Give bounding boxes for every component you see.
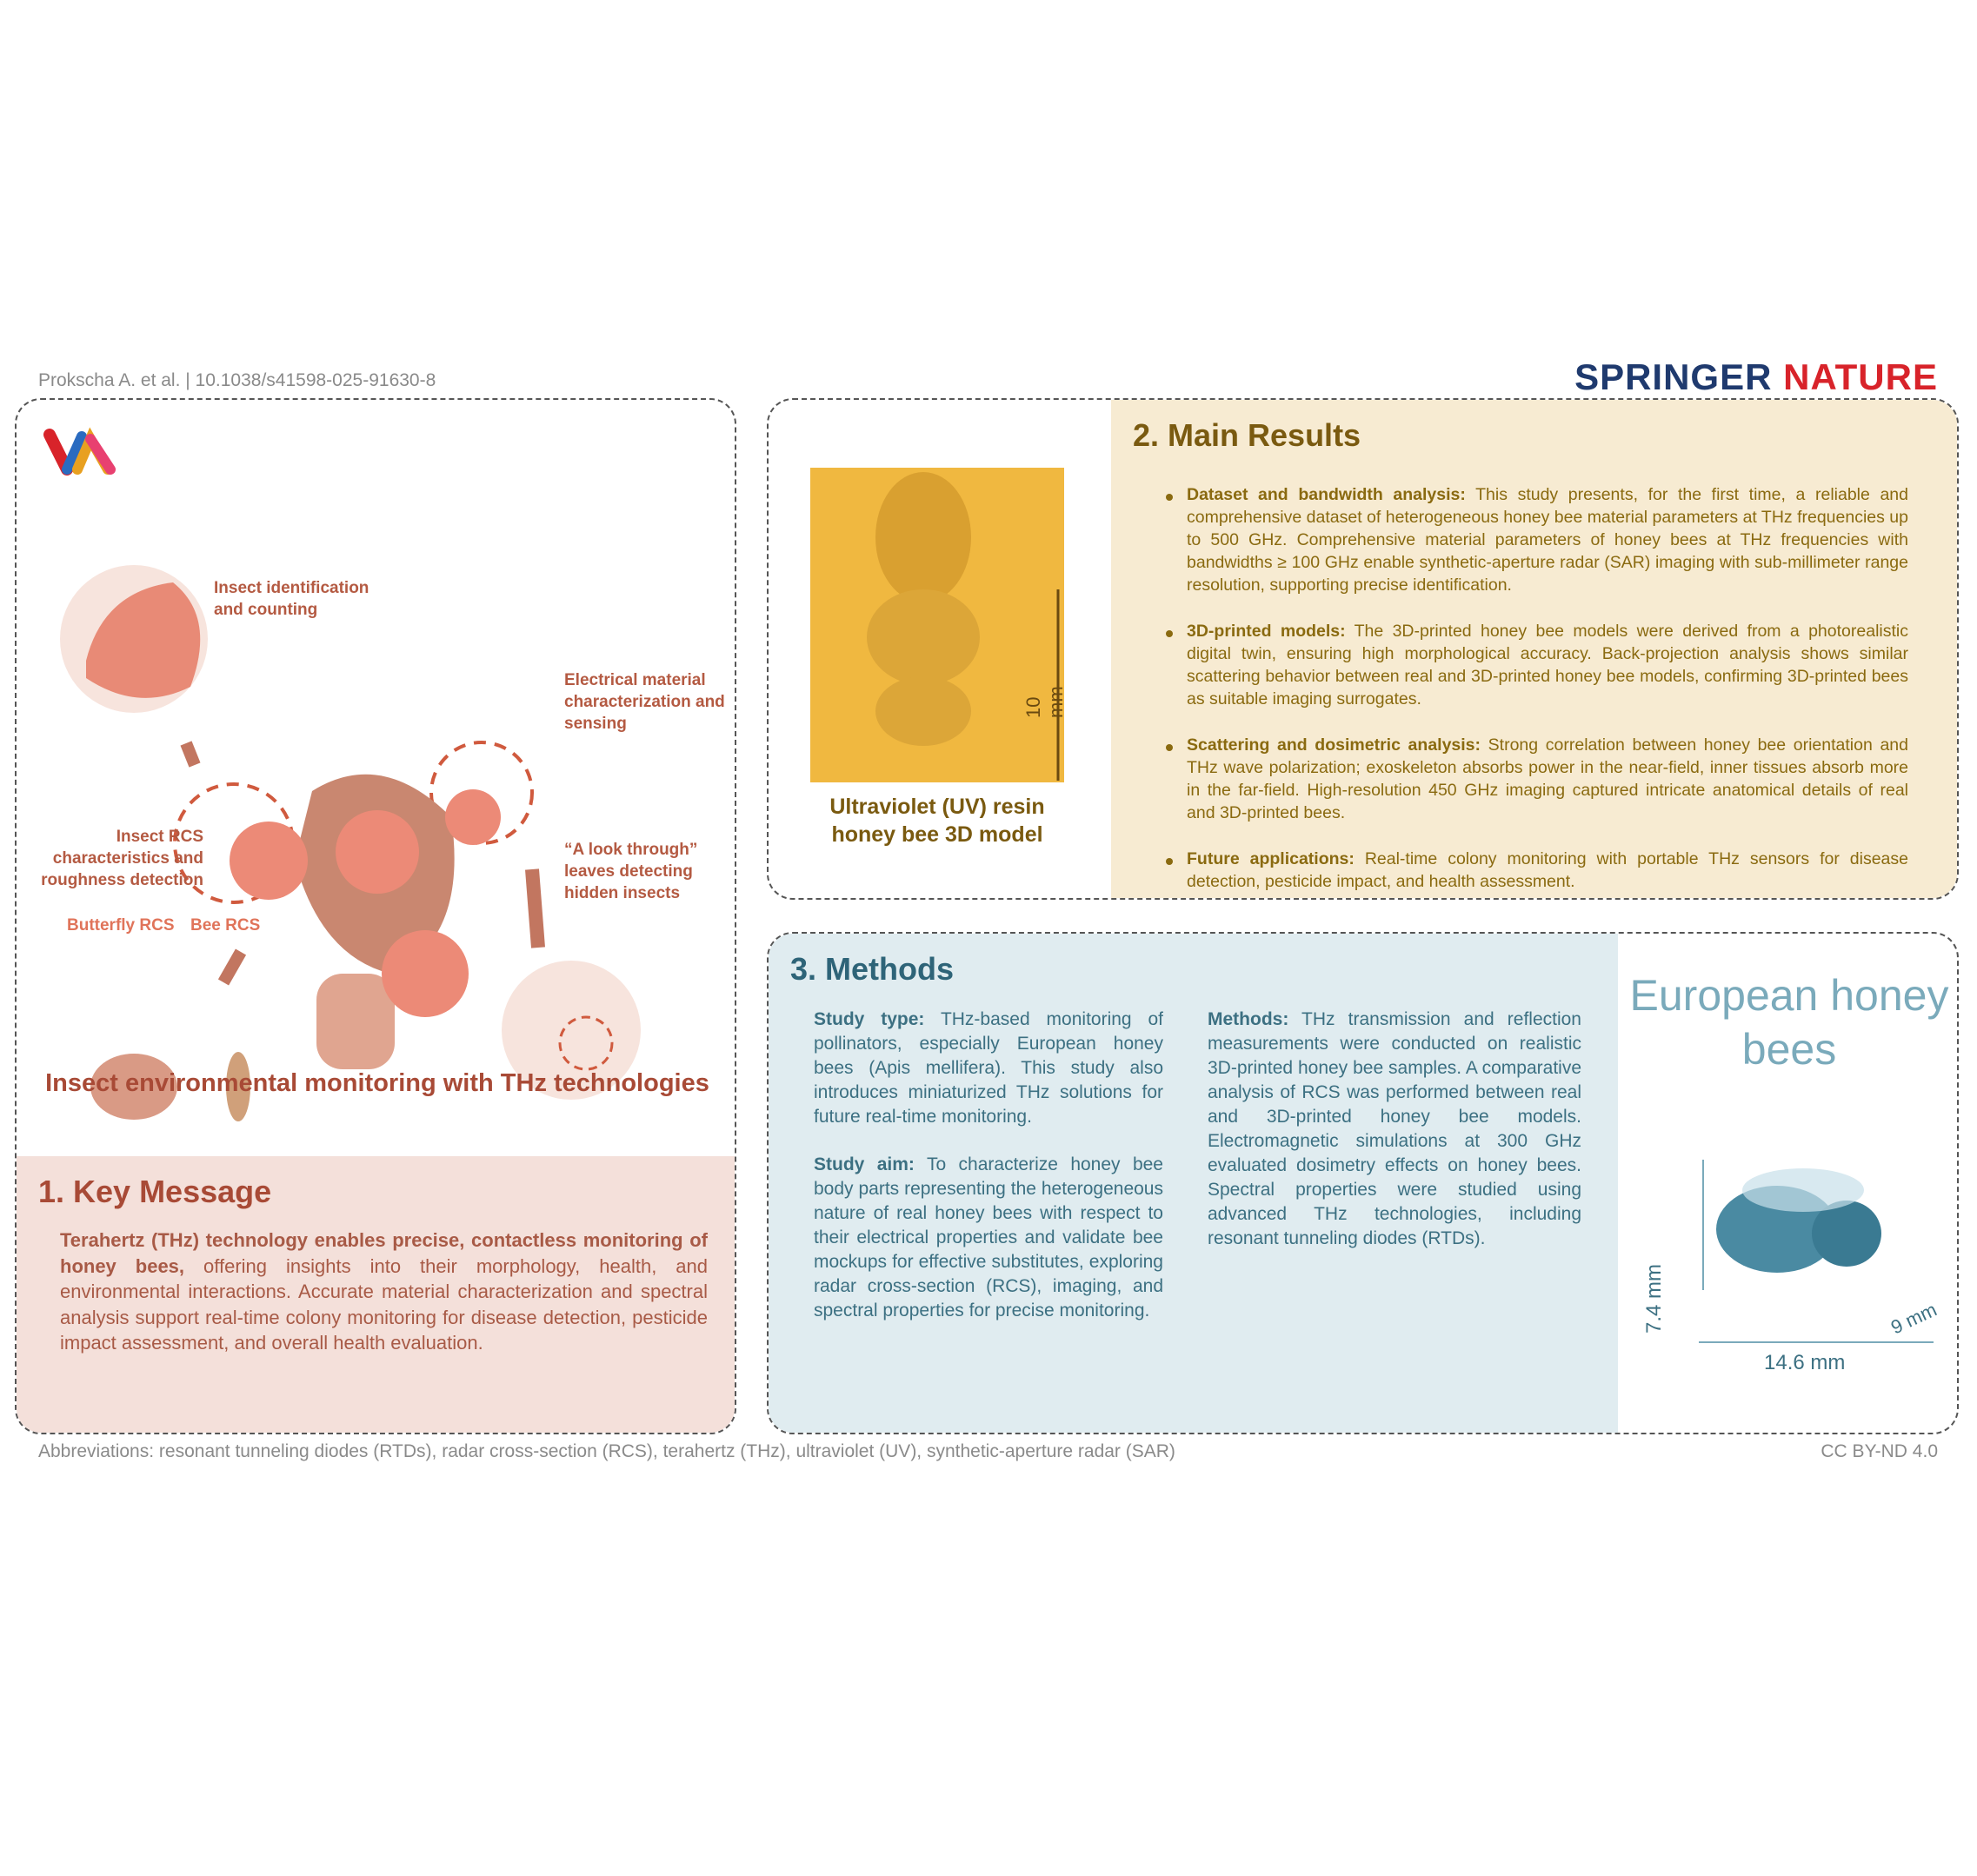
methods-panel	[767, 932, 1959, 1434]
label-butterfly-rcs: Butterfly RCS	[67, 916, 175, 935]
logo-springer: SPRINGER	[1574, 356, 1773, 397]
dim-depth: 9 mm	[1887, 1298, 1940, 1339]
figure-panel	[15, 398, 736, 1434]
key-message-bold: Terahertz (THz) technology enables precise, contactless monitoring of honey bees,	[60, 1229, 708, 1277]
result-item: Future applications: Real-time colony monitoring with portable THz sensors for disease detection, pesticide impact, and health assessment.	[1187, 849, 1908, 891]
main-results-panel	[767, 398, 1959, 900]
key-message-text	[38, 1227, 708, 1356]
methods-section	[769, 934, 1618, 1434]
methods-col-left	[814, 1008, 1163, 1347]
bee-model-icon	[810, 468, 1064, 782]
dim-width: 14.6 mm	[1764, 1351, 1846, 1374]
dim-height: 7.4 mm	[1642, 1263, 1666, 1334]
result-item: Scattering and dosimetric analysis: Strong correlation between honey bee orientation and THz wave polarization; exoskeleton absorbs power in the near-field, inner tissues absorb more in the far-field. High-resolution 450 GHz imaging captured intricate anatomical details of real and 3D-printed bees.	[1187, 735, 1908, 822]
study-aim: Study aim: To characterize honey bee body parts representing the heterogeneous nature of real honey bees with respect to their electrical properties and validate bee mockups for effective substitutes, exploring radar cross-section (RCS), imaging, and spectral properties for precise monitoring.	[814, 1154, 1163, 1321]
license: CC BY-ND 4.0	[1821, 1441, 1938, 1461]
image-caption: Ultraviolet (UV) resin honey bee 3D model	[829, 795, 1045, 847]
key-message-section	[17, 1156, 736, 1434]
citation: Prokscha A. et al. | 10.1038/s41598-025-91630-8	[38, 370, 436, 390]
results-section	[1111, 400, 1959, 900]
results-list	[1133, 483, 1908, 893]
abbreviations: Abbreviations: resonant tunneling diodes (RTDs), radar cross-section (RCS), terahertz (THz), ultraviolet (UV), synthetic-aperture radar (SAR)	[38, 1441, 1175, 1461]
methods-title: 3. Methods	[790, 951, 955, 987]
logo-nature: NATURE	[1783, 356, 1938, 397]
scale-label: 10 mm	[1022, 686, 1067, 718]
key-message-title: 1. Key Message	[38, 1174, 272, 1209]
label-identification: Insect identification and counting	[214, 579, 369, 619]
results-title: 2. Main Results	[1133, 417, 1361, 453]
label-look-through: “A look through” leaves detecting hidden insects	[564, 841, 698, 902]
bee-title: European honey bees	[1629, 971, 1949, 1074]
result-item: Dataset and bandwidth analysis: This study presents, for the first time, a reliable and comprehensive dataset of heterogeneous honey bee material parameters at THz frequencies up to 500 GHz. Comprehensive material parameters of honey bees at THz frequencies with bandwidths ≥ 100 GHz enable synthetic-aperture radar (SAR) imaging with sub-millimeter range resolution, supporting precise identification.	[1187, 485, 1908, 595]
label-bee-rcs: Bee RCS	[190, 916, 261, 935]
uv-bee-model-image	[810, 468, 1067, 782]
key-message-body: offering insights into their morphology, health, and environmental interactions. Accurate material characterization and spectral analysis support real-time colony monitoring for disease detection, pesticide impact assessment, and overall health evaluation.	[60, 1254, 709, 1354]
springer-nature-logo	[1574, 356, 1938, 398]
methods-col-right	[1208, 1008, 1581, 1274]
result-item: 3D-printed models: The 3D-printed honey bee models were derived from a photorealistic digital twin, ensuring high morphological accuracy. Back-projection analysis shows similar scattering behavior between real and 3D-printed honey bee models, confirming 3D-printed bees as suitable imaging surrogates.	[1187, 622, 1908, 708]
journal-logo-icon	[43, 426, 130, 478]
methods-text: Methods: THz transmission and reflection measurements were conducted on realistic 3D-printed honey bee samples. A comparative analysis of RCS was performed between real and 3D-printed honey bee models. Electromagnetic simulations at 300 GHz evaluated dosimetry effects on honey bees. Spectral properties were studied using advanced THz technologies, including resonant tunneling diodes (RTDs).	[1208, 1009, 1581, 1248]
label-electrical: Electrical material characterization and sensing	[564, 671, 725, 733]
figure-caption: Insect environmental monitoring with THz technologies	[45, 1069, 709, 1097]
label-rcs: Insect RCS characteristics and roughness detection	[41, 828, 203, 889]
study-type: Study type: THz-based monitoring of pollinators, especially European honey bees (Apis mellifera). This study also introduces miniaturized THz solutions for future real-time monitoring.	[814, 1009, 1164, 1127]
